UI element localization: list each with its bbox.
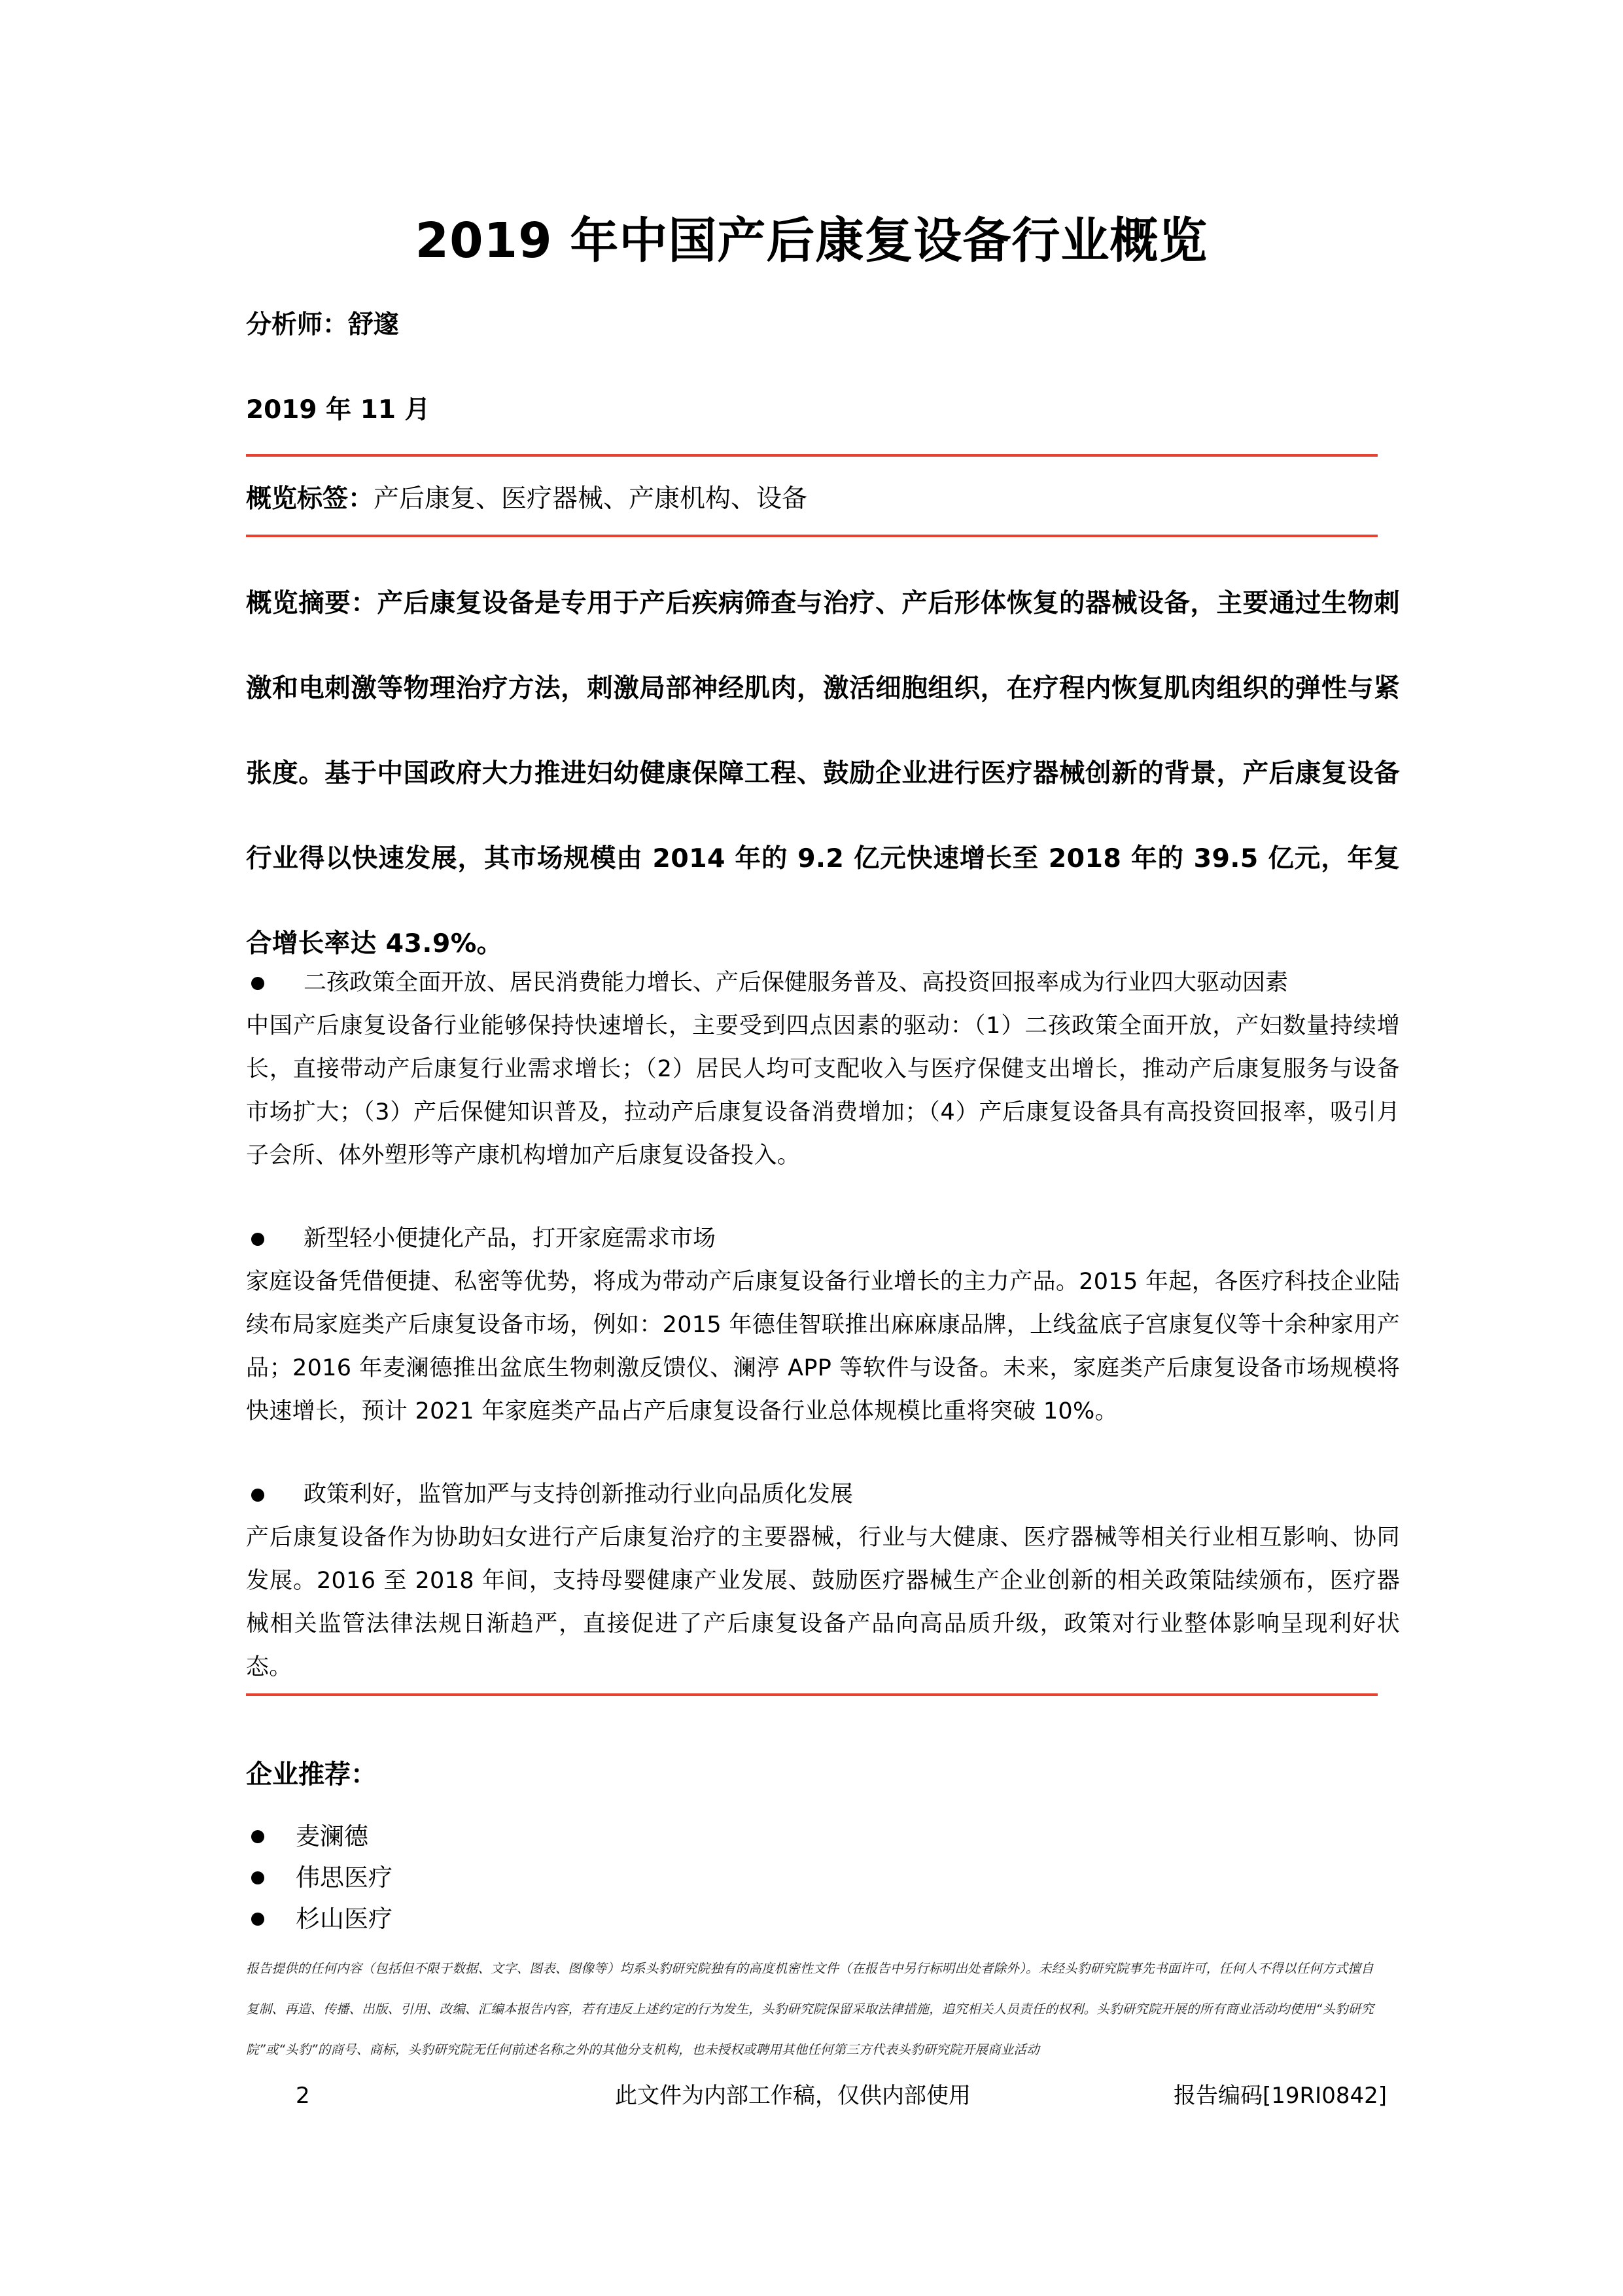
section-body: 产后康复设备作为协助妇女进行产后康复治疗的主要器械，行业与大健康、医疗器械等相关行业相互影响、协同发展。2016 至 2018 年间，支持母婴健康产业发展、鼓励医疗器械生产企业创新的相关政策陆续颁布，医疗器械相关监管法律法规日渐趋严，直接促进了产后康复设备产品向高品质升级，政策对行业整体影响呈现利好状态。 [246, 1525, 1400, 1680]
recommend-item [246, 1816, 393, 1857]
section-body: 家庭设备凭借便捷、私密等优势，将成为带动产后康复设备行业增长的主力产品。2015 年起，各医疗科技企业陆续布局家庭类产后康复设备市场，例如：2015 年德佳智联推出麻麻康品牌，上线盆底子宫康复仪等十余种家用产品；2016 年麦澜德推出盆底生物刺激反馈仪、澜渟 APP 等软件与设备。未来，家庭类产后康复设备市场规模将快速增长，预计 2021 年家庭类产品占产后康复设备行业总体规模比重将突破 10%。 [246, 1269, 1400, 1424]
bullet-icon [251, 977, 264, 990]
recommend-item-label: 杉山医疗 [296, 1905, 393, 1933]
section-heading [246, 961, 1400, 1004]
analyst-line: 分析师：舒邃 [246, 310, 400, 340]
tags-line [246, 480, 807, 519]
section-heading [246, 1473, 1400, 1516]
bullet-icon [251, 1871, 264, 1884]
summary-paragraph: 概览摘要：产后康复设备是专用于产后疾病筛查与治疗、产后形体恢复的器械设备，主要通过生物刺激和电刺激等物理治疗方法，刺激局部神经肌肉，激活细胞组织，在疗程内恢复肌肉组织的弹性与紧张度。基于中国政府大力推进妇幼健康保障工程、鼓励企业进行医疗器械创新的背景，产后康复设备行业得以快速发展，其市场规模由 2014 年的 9.2 亿元快速增长至 2018 年的 39.5 亿元，年复合增长率达 43.9%。 [246, 588, 1400, 959]
date-line: 2019 年 11 月 [246, 395, 430, 425]
section-body: 中国产后康复设备行业能够保持快速增长，主要受到四点因素的驱动：（1）二孩政策全面开放，产妇数量持续增长，直接带动产后康复行业需求增长；（2）居民人均可支配收入与医疗保健支出增长，推动产后康复服务与设备市场扩大；（3）产后保健知识普及，拉动产后康复设备消费增加；（4）产后康复设备具有高投资回报率，吸引月子会所、体外塑形等产康机构增加产后康复设备投入。 [246, 1013, 1400, 1169]
section-heading-text: 二孩政策全面开放、居民消费能力增长、产后保健服务普及、高投资回报率成为行业四大驱动因素 [304, 970, 1289, 996]
recommend-title: 企业推荐： [246, 1759, 377, 1790]
tags-label: 概览标签： [246, 484, 374, 514]
section-heading [246, 1217, 1400, 1260]
divider-top [246, 454, 1378, 457]
recommend-item [246, 1857, 393, 1898]
recommend-item-label: 伟思医疗 [296, 1863, 393, 1892]
disclaimer-text: 报告提供的任何内容（包括但不限于数据、文字、图表、图像等）均系头豹研究院独有的高度机密性文件（在报告中另行标明出处者除外）。未经头豹研究院事先书面许可，任何人不得以任何方式擅自复制、再造、传播、出版、引用、改编、汇编本报告内容，若有违反上述约定的行为发生，头豹研究院保留采取法律措施，追究相关人员责任的权利。头豹研究院开展的所有商业活动均使用“头豹研究院”或“头豹”的商号、商标，头豹研究院无任何前述名称之外的其他分支机构，也未授权或聘用其他任何第三方代表头豹研究院开展商业活动 [246, 1961, 1374, 2057]
tags-value: 产后康复、医疗器械、产康机构、设备 [374, 484, 808, 514]
bullet-icon [251, 1913, 264, 1926]
page-title: 2019 年中国产后康复设备行业概览 [415, 213, 1208, 269]
report-code: 报告编码[19RI0842] [1174, 2083, 1387, 2109]
bullet-icon [251, 1830, 264, 1843]
section-home-products [246, 1217, 1400, 1433]
section-heading-text: 政策利好，监管加严与支持创新推动行业向品质化发展 [304, 1481, 854, 1508]
divider-bottom [246, 1693, 1378, 1696]
section-policy [246, 1473, 1400, 1689]
footer-notice: 此文件为内部工作稿，仅供内部使用 [615, 2083, 971, 2109]
recommend-item [246, 1898, 393, 1939]
section-heading-text: 新型轻小便捷化产品，打开家庭需求市场 [304, 1226, 716, 1252]
recommend-list [246, 1816, 393, 1939]
section-drivers [246, 961, 1400, 1177]
bullet-icon [251, 1489, 264, 1502]
divider-tags [246, 535, 1378, 537]
recommend-item-label: 麦澜德 [296, 1822, 368, 1850]
page-number: 2 [296, 2083, 310, 2109]
bullet-icon [251, 1233, 264, 1246]
